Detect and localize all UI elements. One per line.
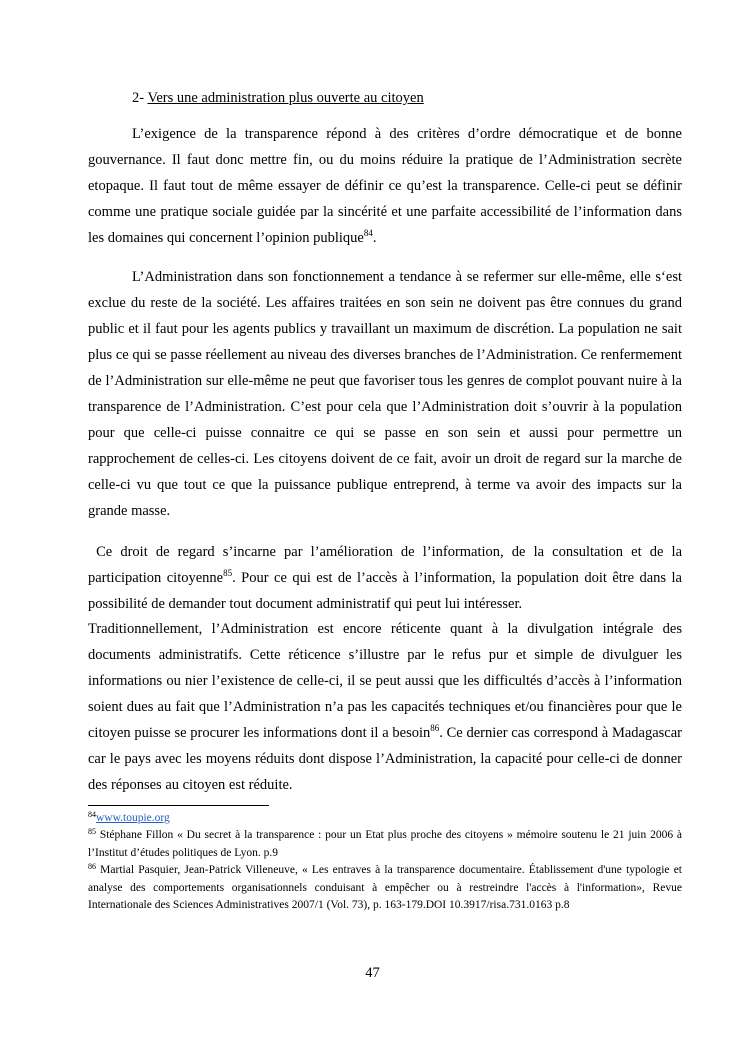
paragraph-transparency-definition xyxy=(88,121,682,251)
footnote-number: 86 xyxy=(88,862,96,872)
paragraph-text: Traditionnellement, l’Administration est encore réticente quant à la divulgation intégrale des documents administratifs. Cette réticence s’illustre par le refus pur et simple de divulguer les informations ou nier l’existence de celle-ci, il se peut aussi que les difficultés d’accès à l’information soient dues au fait que l’Administration n’a pas les capacités techniques et/ou financières pour que le citoyen puisse se procurer les informations dont il a besoin xyxy=(88,621,682,741)
footnote-number: 84 xyxy=(88,810,96,819)
paragraph-reluctance xyxy=(88,616,682,798)
footnote-link[interactable]: www.toupie.org xyxy=(96,812,170,824)
paragraph-text-end: . Pour ce qui est de l’accès à l’information, la population doit être dans la possibilité de demander tout document administratif qui peut lui intéresser. xyxy=(88,570,686,612)
section-number: 2- xyxy=(132,90,148,106)
paragraph-text: Ce droit de regard s’incarne par l’amélioration de l’information, de la consultation et de la participation citoyenne xyxy=(88,544,686,586)
footnote-ref-85[interactable]: 85 xyxy=(223,568,233,578)
paragraph-right-of-oversight xyxy=(88,539,686,617)
paragraph-text: L’Administration dans son fonctionnement a tendance à se refermer sur elle-même, elle s‘est exclue du reste de la société. Les affaires traitées en son sein ne doivent pas être connues du grand public et il faut pour les agents publics y travaillant un maximum de discrétion. La population ne sait plus ce qui se passe réellement au niveau des diverses branches de l’Administration. Ce renfermement de l’Administration sur elle-même ne peut que favoriser tous les genres de complot pouvant nuire à la transparence de l’Administration. C’est pour cela que l’Administration doit s’ouvrir à la population pour que celle-ci puisse connaitre ce qui se passe en son sein et aussi pour permettre un rapprochement de celles-ci. Les citoyens doivent de ce fait, avoir un droit de regard sur la marche de celle-ci vu que tout ce que la puissance publique entreprend, à terme va avoir des impacts sur la grande masse. xyxy=(88,269,682,519)
footnote-ref-86[interactable]: 86 xyxy=(430,723,440,733)
section-title: Vers une administration plus ouverte au citoyen xyxy=(147,90,424,106)
footnote-divider xyxy=(88,805,269,806)
footnote-text: Martial Pasquier, Jean-Patrick Villeneuve, « Les entraves à la transparence documentaire. Établissement d'une typologie et analyse des comportements organisationnels conduisant à empêcher ou à restreindre l'accès à l'information», Revue Internationale des Sciences Administratives 2007/1 (Vol. 73), p. 163-179.DOI 10.3917/risa.731.0163 p.8 xyxy=(88,864,682,912)
paragraph-text-end: . Ce dernier cas correspond à Madagascar car le pays avec les moyens réduits dont dispose l’Administration, la capacité pour celle-ci de donner des réponses au citoyen est réduite. xyxy=(88,725,682,793)
footnote-85 xyxy=(88,827,682,862)
footnote-86 xyxy=(88,862,682,914)
paragraph-administration-closed xyxy=(88,264,682,524)
page-number: 47 xyxy=(365,965,380,981)
paragraph-text: L’exigence de la transparence répond à des critères d’ordre démocratique et de bonne gouvernance. Il faut donc mettre fin, ou du moins réduire la pratique de l’Administration secrète etopaque. Il faut tout de même essayer de définir ce qu’est la transparence. Celle-ci peut se définir comme une pratique sociale guidée par la sincérité et une parfaite accessibilité de l’information dans les domaines qui concernent l’opinion publique xyxy=(88,126,682,246)
footnotes-section xyxy=(88,810,682,914)
section-heading xyxy=(132,88,424,108)
footnote-number: 85 xyxy=(88,827,96,837)
footnote-84 xyxy=(88,810,682,827)
footnote-ref-84[interactable]: 84 xyxy=(363,228,373,238)
paragraph-text-end: . xyxy=(372,230,377,246)
footnote-text: Stéphane Fillon « Du secret à la transparence : pour un Etat plus proche des citoyens » mémoire soutenu le 21 juin 2006 à l’Institut d’études politiques de Lyon. p.9 xyxy=(88,829,682,859)
